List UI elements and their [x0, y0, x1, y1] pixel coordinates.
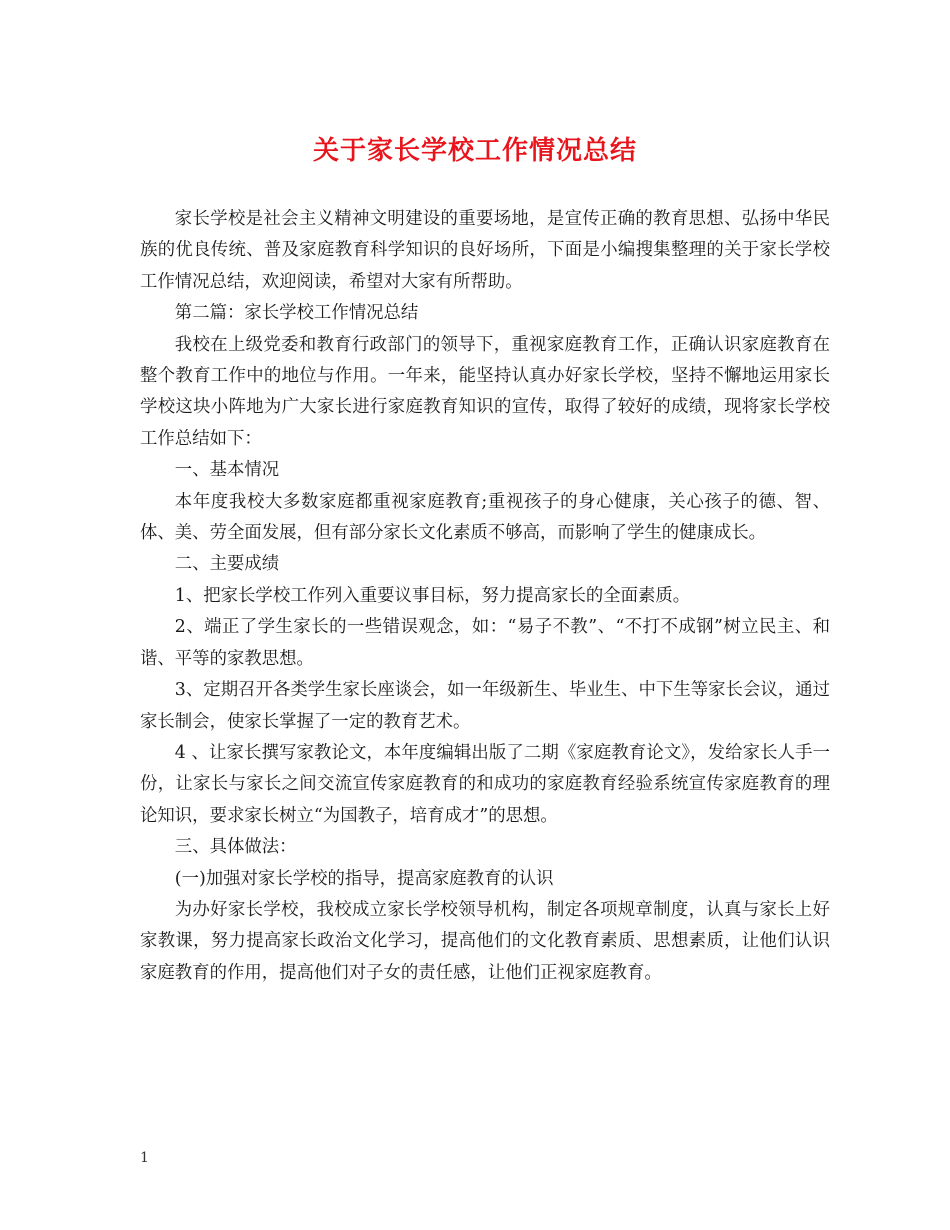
paragraph-intro: 家长学校是社会主义精神文明建设的重要场地，是宣传正确的教育思想、弘扬中华民族的优良传统、普及家庭教育科学知识的良好场所，下面是小编搜集整理的关于家长学校工作情况总结，欢迎阅读，希望对大家有所帮助。: [140, 209, 830, 292]
document-title: 关于家长学校工作情况总结: [312, 136, 637, 166]
list-item-achievement-4: 4 、让家长撰写家教论文，本年度编辑出版了二期《家庭教育论文》，发给家长人手一份，让家长与家长之间交流宣传家庭教育的和成功的家庭教育经验系统宣传家庭教育的理论知识，要求家长树立“为国教子，培育成才”的思想。: [140, 742, 830, 826]
paragraph-overview: 我校在上级党委和教育行政部门的领导下，重视家庭教育工作，正确认识家庭教育在整个教育工作中的地位与作用。一年来，能坚持认真办好家长学校，坚持不懈地运用家长学校这块小阵地为广大家长进行家庭教育知识的宣传，取得了较好的成绩，现将家长学校工作总结如下：: [140, 334, 830, 449]
list-item-achievement-2: 2、端正了学生家长的一些错误观念，如：“易子不教”、“不打不成钢”树立民主、和谐、平等的家教思想。: [140, 617, 830, 669]
paragraph-methods: 为办好家长学校，我校成立家长学校领导机构，制定各项规章制度，认真与家长上好家教课，努力提高家长政治文化学习，提高他们的文化教育素质、思想素质，让他们认识家庭教育的作用，提高他们对子女的责任感，让他们正视家庭教育。: [140, 899, 830, 983]
paragraph-basic: 本年度我校大多数家庭都重视家庭教育;重视孩子的身心健康，关心孩子的德、智、体、美、劳全面发展，但有部分家长文化素质不够高，而影响了学生的健康成长。: [140, 491, 830, 544]
section-heading-achievements: 二、主要成绩: [174, 554, 280, 575]
page-number: 1: [140, 1150, 149, 1166]
subsection-heading-1: (一)加强对家长学校的指导，提高家庭教育的认识: [174, 868, 554, 889]
section-heading-methods: 三、具体做法：: [174, 837, 297, 858]
section-heading-basic: 一、基本情况: [174, 460, 280, 481]
paragraph-chapter-heading: 第二篇：家长学校工作情况总结: [174, 303, 419, 324]
document-body: [140, 204, 830, 989]
list-item-achievement-3: 3、定期召开各类学生家长座谈会，如一年级新生、毕业生、中下生等家长会议，通过家长制会，使家长掌握了一定的教育艺术。: [140, 680, 830, 732]
list-item-achievement-1: 1、把家长学校工作列入重要议事目标，努力提高家长的全面素质。: [174, 585, 691, 606]
